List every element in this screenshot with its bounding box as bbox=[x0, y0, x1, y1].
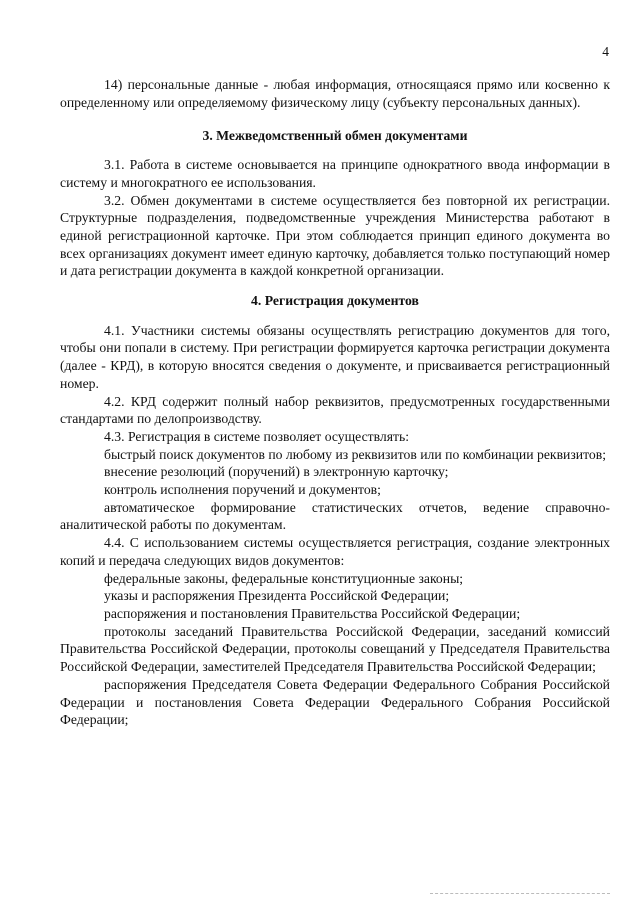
intro-paragraph: 14) персональные данные - любая информация, относящаяся прямо или косвенно к определенному или определяемому физическому лицу (субъекту персональных данных). bbox=[60, 77, 610, 110]
list-item: контроль исполнения поручений и документов; bbox=[104, 482, 381, 498]
section-4-paragraph: 4.1. Участники системы обязаны осуществлять регистрацию документов для того, чтобы они попали в систему. При регистрации формируется карточка регистрации документа (далее - КРД), в которую вносятся сведения о документе, и присваивается регистрационный номер. bbox=[60, 322, 610, 391]
page-number: 4 bbox=[602, 44, 609, 59]
list-item: распоряжения и постановления Правительства Российской Федерации; bbox=[104, 605, 521, 621]
scan-artifact-line bbox=[430, 893, 610, 895]
list-item: распоряжения Председателя Совета Федерации Федерального Собрания Российской Федерации и постановления Совета Федерации Федерального Собрания Российской Федерации; bbox=[60, 676, 610, 728]
section-4-paragraph: 4.3. Регистрация в системе позволяет осуществлять: bbox=[104, 428, 410, 444]
list-item: указы и распоряжения Президента Российской Федерации; bbox=[104, 588, 450, 604]
section-4-paragraph: 4.4. С использованием системы осуществляется регистрация, создание электронных копий и передача следующих видов документов: bbox=[60, 535, 610, 568]
list-item: федеральные законы, федеральные конституционные законы; bbox=[104, 570, 464, 586]
section-3-paragraph: 3.2. Обмен документами в системе осуществляется без повторной их регистрации. Структурные подразделения, подведомственные учреждения Министерства работают в единой регистрационной карточке. При этом соблюдается принцип единого документа во всех организациях документ имеет единую карточку, добавляется только поступающий номер и дата регистрации документа в каждой конкретной организации. bbox=[60, 192, 610, 279]
section-3-heading: 3. Межведомственный обмен документами bbox=[202, 128, 468, 144]
section-4-paragraph: 4.2. КРД содержит полный набор реквизитов, предусмотренных государственными стандартами по делопроизводству. bbox=[60, 393, 610, 427]
list-item: внесение резолюций (поручений) в электронную карточку; bbox=[104, 464, 449, 480]
section-3-paragraph: 3.1. Работа в системе основывается на принципе однократного ввода информации в систему и многократного ее использования. bbox=[60, 157, 610, 190]
list-item: быстрый поиск документов по любому из реквизитов или по комбинации реквизитов; bbox=[104, 446, 606, 462]
section-4-heading: 4. Регистрация документов bbox=[251, 293, 419, 309]
list-item: автоматическое формирование статистических отчетов, ведение справочно-аналитической работы по документам. bbox=[60, 499, 610, 533]
list-item: протоколы заседаний Правительства Российской Федерации, заседаний комиссий Правительства Российской Федерации, протоколы совещаний у Председателя Правительства Российской Федерации, заместителей Председателя Правительства Российской Федерации; bbox=[60, 623, 610, 675]
document-body bbox=[60, 76, 610, 729]
